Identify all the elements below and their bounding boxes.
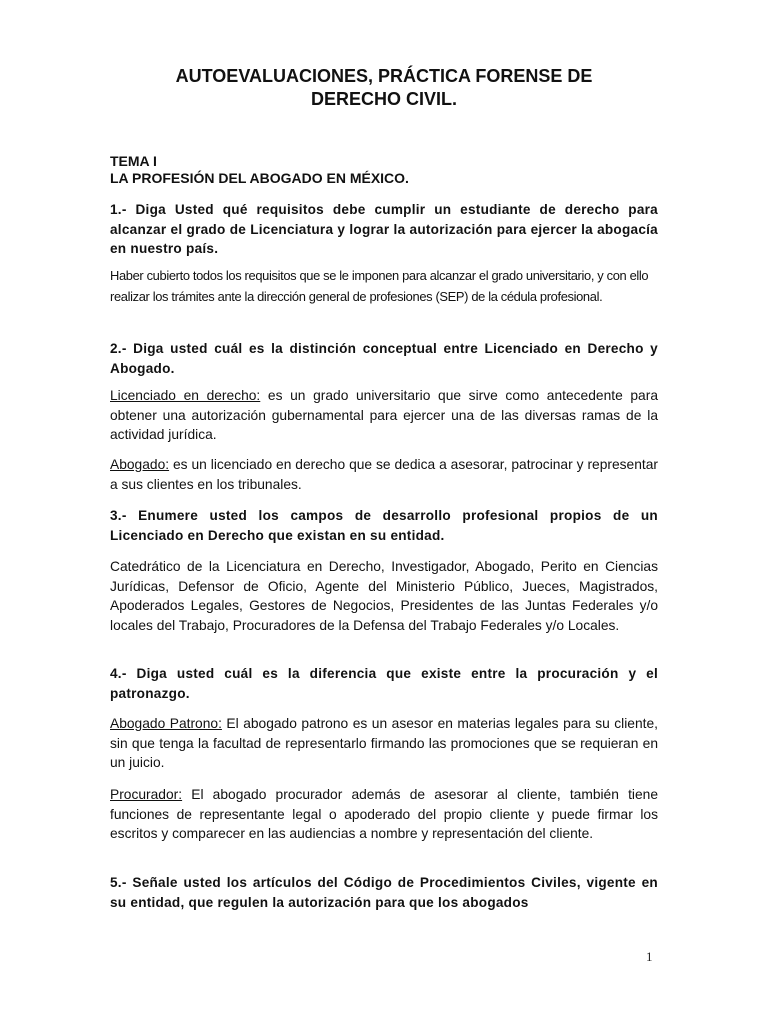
- term-abogado: Abogado:: [110, 457, 170, 472]
- definition-procurador: El abogado procurador además de asesorar al cliente, también tiene funciones de representante legal o apoderado del propio cliente y puede firmar los escritos y comparecer en las audiencias a nombre y representación del cliente.: [110, 787, 658, 842]
- answer-4-abogado-patrono: [110, 714, 658, 773]
- answer-2-licenciado: [110, 386, 658, 445]
- question-4: 4.- Diga usted cuál es la diferencia que existe entre la procuración y el patronazgo.: [110, 666, 658, 701]
- answer-1: Haber cubierto todos los requisitos que se le imponen para alcanzar el grado universitario, y con ello realizar los trámites ante la dirección general de profesiones (SEP) de la cédula profesional.: [110, 268, 649, 304]
- document-title: [110, 65, 658, 111]
- title-line-2: DERECHO CIVIL.: [310, 89, 457, 109]
- topic-title: LA PROFESIÓN DEL ABOGADO EN MÉXICO.: [110, 170, 409, 186]
- definition-abogado-patrono: El abogado patrono es un asesor en materias legales para su cliente, sin que tenga la facultad de representarlo firmando las promociones que se requieran en un juicio.: [110, 716, 658, 771]
- definition-licenciado-en-derecho: es un grado universitario que sirve como antecedente para obtener una autorización gubernamental para ejercer una de las diversas ramas de la actividad jurídica.: [110, 388, 659, 443]
- question-1: 1.- Diga Usted qué requisitos debe cumplir un estudiante de derecho para alcanzar el grado de Licenciatura y lograr la autorización para ejercer la abogacía en nuestro país.: [110, 202, 658, 256]
- answer-4-procurador: [110, 785, 658, 844]
- question-3: 3.- Enumere usted los campos de desarrollo profesional propios de un Licenciado en Derecho que existan en su entidad.: [110, 508, 658, 543]
- term-abogado-patrono: Abogado Patrono:: [110, 716, 222, 731]
- topic-heading: [110, 153, 658, 187]
- answer-2-abogado: [110, 455, 658, 494]
- topic-number: TEMA I: [110, 153, 157, 169]
- definition-abogado: es un licenciado en derecho que se dedica a asesorar, patrocinar y representar a sus clientes en los tribunales.: [110, 457, 658, 492]
- term-licenciado-en-derecho: Licenciado en derecho:: [110, 388, 261, 403]
- answer-3: Catedrático de la Licenciatura en Derecho, Investigador, Abogado, Perito en Ciencias Jurídicas, Defensor de Oficio, Agente del Ministerio Público, Jueces, Magistrados, Apoderados Legales, Gestores de Negocios, Presidentes de las Juntas Federales y/o locales del Trabajo, Procuradores de la Defensa del Trabajo Federales y/o Locales.: [110, 559, 658, 633]
- question-2: 2.- Diga usted cuál es la distinción conceptual entre Licenciado en Derecho y Abogado.: [110, 341, 658, 376]
- title-line-1: AUTOEVALUACIONES, PRÁCTICA FORENSE DE: [175, 66, 593, 86]
- page-number: 1: [646, 949, 653, 964]
- term-procurador: Procurador:: [110, 787, 183, 802]
- question-5: 5.- Señale usted los artículos del Código de Procedimientos Civiles, vigente en su entidad, que regulen la autorización para que los abogados: [110, 875, 658, 910]
